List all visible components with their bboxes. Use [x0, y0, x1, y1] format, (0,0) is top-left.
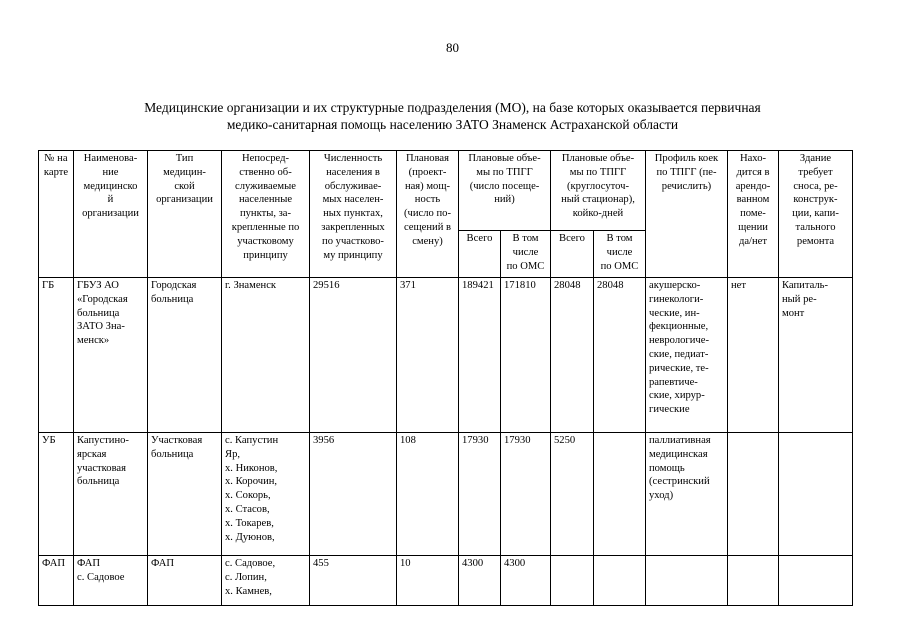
cell-points: г. Знаменск: [222, 278, 310, 433]
cell-type: Городская больница: [148, 278, 222, 433]
page-number: 80: [446, 40, 459, 55]
header-beds-oms: В том числе по ОМС: [594, 231, 646, 278]
cell-rented: [728, 433, 779, 556]
cell-num: УБ: [39, 433, 74, 556]
cell-beds-total: [551, 556, 594, 606]
document-title: [60, 99, 845, 133]
header-map-number: № на карте: [39, 151, 74, 278]
header-rented: Нахо- дится в арендо- ванном поме- щении да/нет: [728, 151, 779, 278]
cell-points: с. Капустин Яр, х. Никонов, х. Корочин, х. Сокорь, х. Стасов, х. Токарев, х. Дуюнов,: [222, 433, 310, 556]
cell-rented: нет: [728, 278, 779, 433]
organizations-table: [38, 150, 853, 606]
cell-beds-oms: 28048: [594, 278, 646, 433]
header-visits-group: Плановые объе- мы по ТПГГ (число посеще- ний): [459, 151, 551, 231]
cell-name: ГБУЗ АО «Городская больница ЗАТО Зна- менск»: [74, 278, 148, 433]
cell-visits-oms: 17930: [501, 433, 551, 556]
header-bed-profile: Профиль коек по ТПГГ (пе- речислить): [646, 151, 728, 278]
header-org-name: Наименова- ние медицинско й организации: [74, 151, 148, 278]
header-row: [39, 151, 853, 231]
title-line-1: Медицинские организации и их структурные подразделения (МО), на базе которых оказывается первичная: [144, 100, 761, 115]
cell-type: ФАП: [148, 556, 222, 606]
header-beds-group: Плановые объе- мы по ТПГГ (круглосуточ- ный стационар), койко-дней: [551, 151, 646, 231]
cell-visits-total: 189421: [459, 278, 501, 433]
header-capacity: Плановая (проект- ная) мощ- ность (число по- сещений в смену): [397, 151, 459, 278]
cell-rented: [728, 556, 779, 606]
cell-capacity: 371: [397, 278, 459, 433]
table-row: [39, 278, 853, 433]
header-org-type: Тип медицин- ской организации: [148, 151, 222, 278]
cell-building: Капиталь- ный ре- монт: [779, 278, 853, 433]
table-row: [39, 556, 853, 606]
cell-visits-oms: 4300: [501, 556, 551, 606]
cell-population: 29516: [310, 278, 397, 433]
cell-population: 3956: [310, 433, 397, 556]
cell-profile: акушерско- гинекологи- ческие, ин- фекционные, неврологиче- ские, педиат- рические, те- рапевтиче- ские, хирур- гические: [646, 278, 728, 433]
cell-visits-oms: 171810: [501, 278, 551, 433]
cell-building: [779, 556, 853, 606]
cell-profile: [646, 556, 728, 606]
header-population: Численность населения в обслуживае- мых населен- ных пунктах, закрепленных по участково- му принципу: [310, 151, 397, 278]
cell-building: [779, 433, 853, 556]
cell-population: 455: [310, 556, 397, 606]
header-building: Здание требует сноса, ре- конструк- ции, капи- тального ремонта: [779, 151, 853, 278]
cell-capacity: 10: [397, 556, 459, 606]
cell-beds-total: 5250: [551, 433, 594, 556]
header-visits-oms: В том числе по ОМС: [501, 231, 551, 278]
header-beds-total: Всего: [551, 231, 594, 278]
cell-capacity: 108: [397, 433, 459, 556]
cell-num: ГБ: [39, 278, 74, 433]
cell-visits-total: 4300: [459, 556, 501, 606]
cell-name: ФАП с. Садовое: [74, 556, 148, 606]
cell-points: с. Садовое, с. Лопин, х. Камнев,: [222, 556, 310, 606]
cell-profile: паллиативная медицинская помощь (сестринский уход): [646, 433, 728, 556]
cell-beds-oms: [594, 433, 646, 556]
header-visits-total: Всего: [459, 231, 501, 278]
cell-type: Участковая больница: [148, 433, 222, 556]
cell-num: ФАП: [39, 556, 74, 606]
cell-name: Капустино- ярская участковая больница: [74, 433, 148, 556]
cell-visits-total: 17930: [459, 433, 501, 556]
cell-beds-total: 28048: [551, 278, 594, 433]
title-line-2: медико-санитарная помощь населению ЗАТО Знаменск Астраханской области: [226, 117, 679, 132]
header-served-points: Непосред- ственно об- служиваемые населенные пункты, за- крепленные по участковому принципу: [222, 151, 310, 278]
cell-beds-oms: [594, 556, 646, 606]
table-row: [39, 433, 853, 556]
